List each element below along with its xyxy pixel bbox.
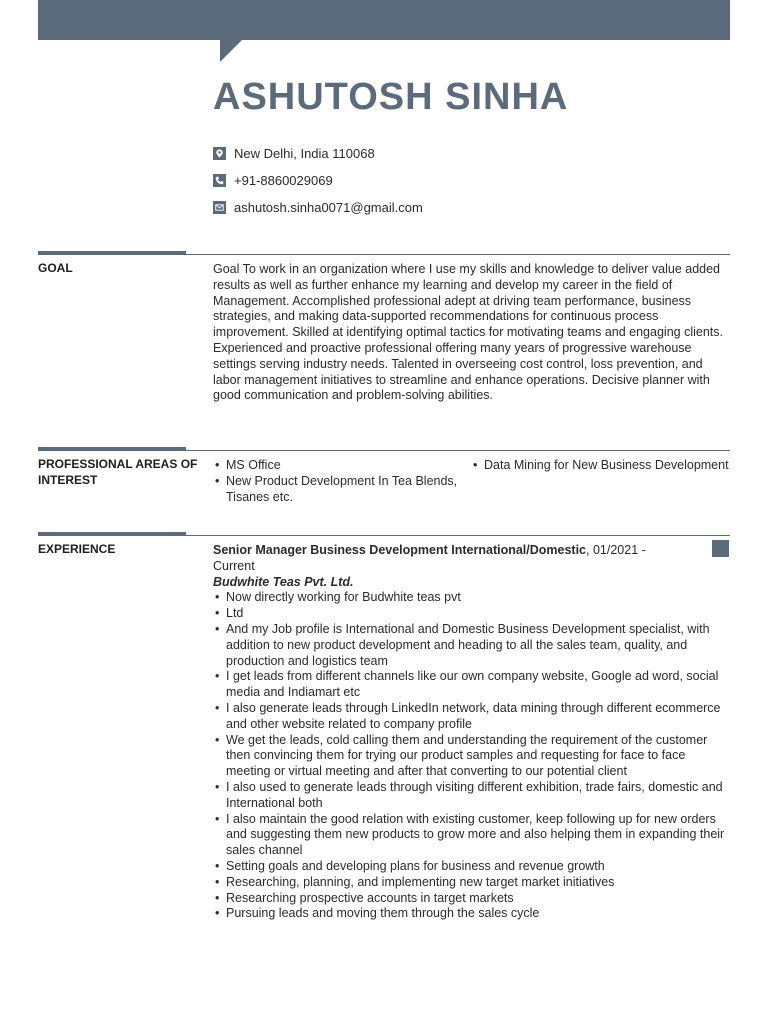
contact-phone [213,167,423,194]
goal-text: Goal To work in an organization where I use my skills and knowledge to deliver value added results as well as further enhance my learning and develop my career in the field of Management. Accomplished professional adept at driving team performance, business strategies, and making data-supported recommendations for continuous process improvement. Skilled at identifying optimal tactics for motivating teams and engaging clients. Experienced and proactive professional offering many years of progressive warehouse settings serving industry needs. Talented in overseeing cost control, loss prevention, and labor management initiatives to streamline and enhance operations. Decisive planner with good communication and problem-solving abilities. [213,262,723,403]
phone-text: +91-8860029069 [234,173,333,188]
experience-bullet: • Now directly working for Budwhite teas pvt [213,590,729,606]
interest-column-1 [213,458,471,505]
interest-column-2 [471,458,729,505]
job-heading [213,543,668,575]
contact-list [213,140,423,221]
section-divider-accent [38,532,186,536]
interest-item: • MS Office [213,458,471,474]
interest-item: • Data Mining for New Business Development [471,458,729,474]
email-icon [213,201,226,214]
experience-bullet: • I get leads from different channels like our own company website, Google ad word, social media and Indiamart etc [213,669,729,701]
experience-bullet: • Pursuing leads and moving them through the sales cycle [213,906,729,922]
experience-bullet: • Researching prospective accounts in target markets [213,891,729,907]
email-text[interactable]: ashutosh.sinha0071@gmail.com [234,200,423,215]
contact-address [213,140,423,167]
header-band [38,0,730,40]
experience-bullet: • Ltd [213,606,729,622]
interests-body [213,458,729,505]
section-divider-accent [38,251,186,255]
goal-body [213,262,729,404]
company-name: Budwhite Teas Pvt. Ltd. [213,574,354,589]
address-text: New Delhi, India 110068 [234,146,375,161]
experience-bullet: • I also maintain the good relation with existing customer, keep following up for new orders and suggesting them new products to grow more and also helping them in expanding their sales channel [213,812,729,859]
job-title: Senior Manager Business Development International/Domestic [213,543,587,557]
header-band-pointer [220,40,242,62]
experience-bullet: • We get the leads, cold calling them and understanding the requirement of the customer then convincing them for trying our product samples and requesting for face to face meeting or virtual meeting and after that converting to our potential client [213,733,729,780]
experience-body [213,543,729,922]
section-title-experience: EXPERIENCE [38,542,116,556]
experience-bullet: • Researching, planning, and implementing new target market initiatives [213,875,729,891]
experience-bullet: • And my Job profile is International and Domestic Business Development specialist, with addition to new product development and heading to all the sales team, quality, and production and logistics team [213,622,729,669]
interest-columns [213,458,729,505]
section-title-goal: GOAL [38,261,73,275]
experience-bullet: • I also used to generate leads through visiting different exhibition, trade fairs, domestic and International both [213,780,729,812]
experience-bullets [213,590,729,922]
location-pin-icon [213,147,226,160]
interest-item: • New Product Development In Tea Blends, Tisanes etc. [213,474,471,506]
phone-icon [213,174,226,187]
candidate-name: ASHUTOSH SINHA [213,76,569,118]
experience-bullet: • I also generate leads through LinkedIn network, data mining through different ecommerce and other website related to company profile [213,701,729,733]
job-dates: , 01/2021 - Current [213,543,646,573]
section-divider-accent [38,447,186,451]
contact-email [213,194,423,221]
section-title-interests: PROFESSIONAL AREAS OF INTEREST [38,457,198,487]
experience-bullet: • Setting goals and developing plans for business and revenue growth [213,859,729,875]
